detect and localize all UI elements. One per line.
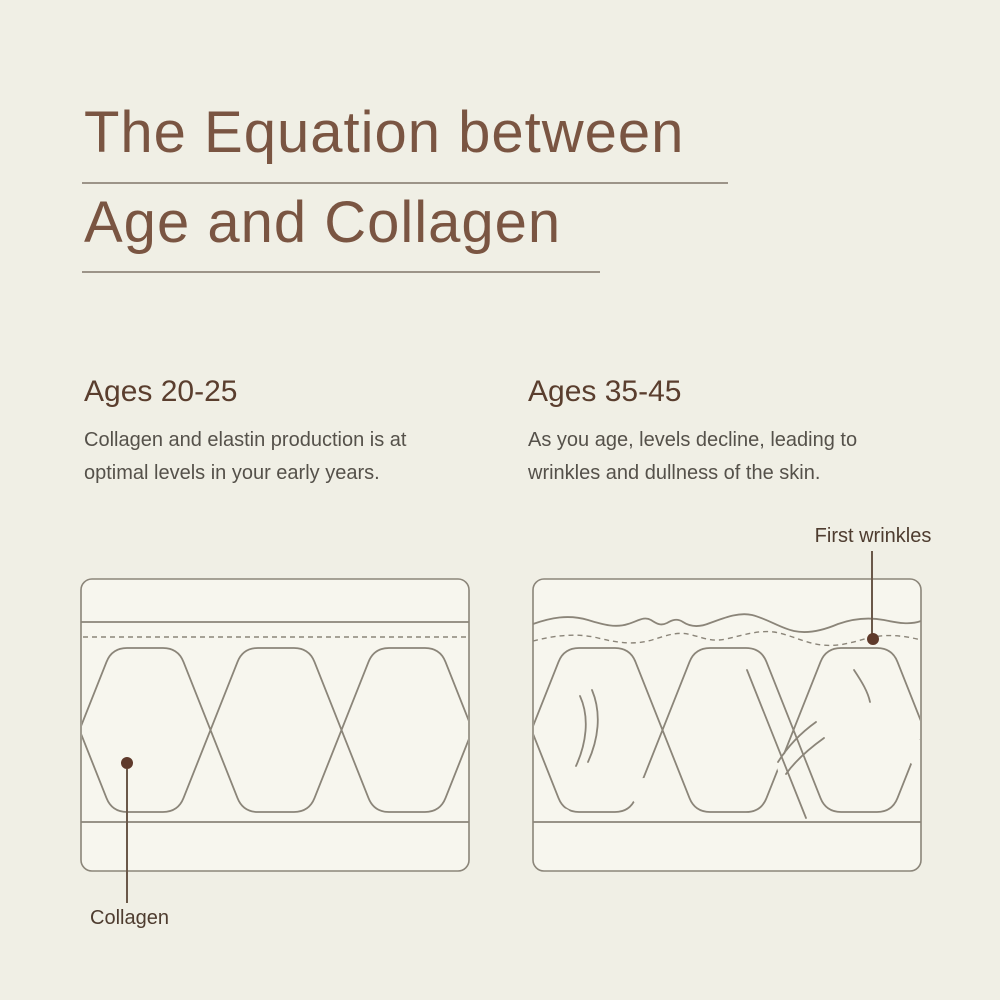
- heading-ages-20-25: Ages 20-25: [84, 375, 238, 408]
- collagen-pointer-dot-icon: [121, 757, 133, 769]
- title-underline-2: [82, 271, 600, 273]
- collagen-label: Collagen: [90, 907, 169, 929]
- page-title-line1: The Equation between: [84, 100, 685, 165]
- first-wrinkles-pointer-dot-icon: [867, 633, 879, 645]
- heading-ages-35-45: Ages 35-45: [528, 375, 682, 408]
- first-wrinkles-pointer-line: [871, 551, 873, 635]
- title-underline-1: [82, 182, 728, 184]
- skin-box-outline: [533, 579, 921, 871]
- body-ages-20-25: Collagen and elastin production is at optimal levels in your early years.: [84, 429, 407, 484]
- collagen-pointer-line: [126, 769, 128, 903]
- page-title-line2: Age and Collagen: [84, 190, 562, 255]
- aged-skin-diagram: [532, 578, 922, 872]
- first-wrinkles-label: First wrinkles: [814, 525, 932, 547]
- body-ages-35-45: As you age, levels decline, leading to wrinkles and dullness of the skin.: [528, 429, 858, 484]
- healthy-skin-diagram: [80, 578, 470, 872]
